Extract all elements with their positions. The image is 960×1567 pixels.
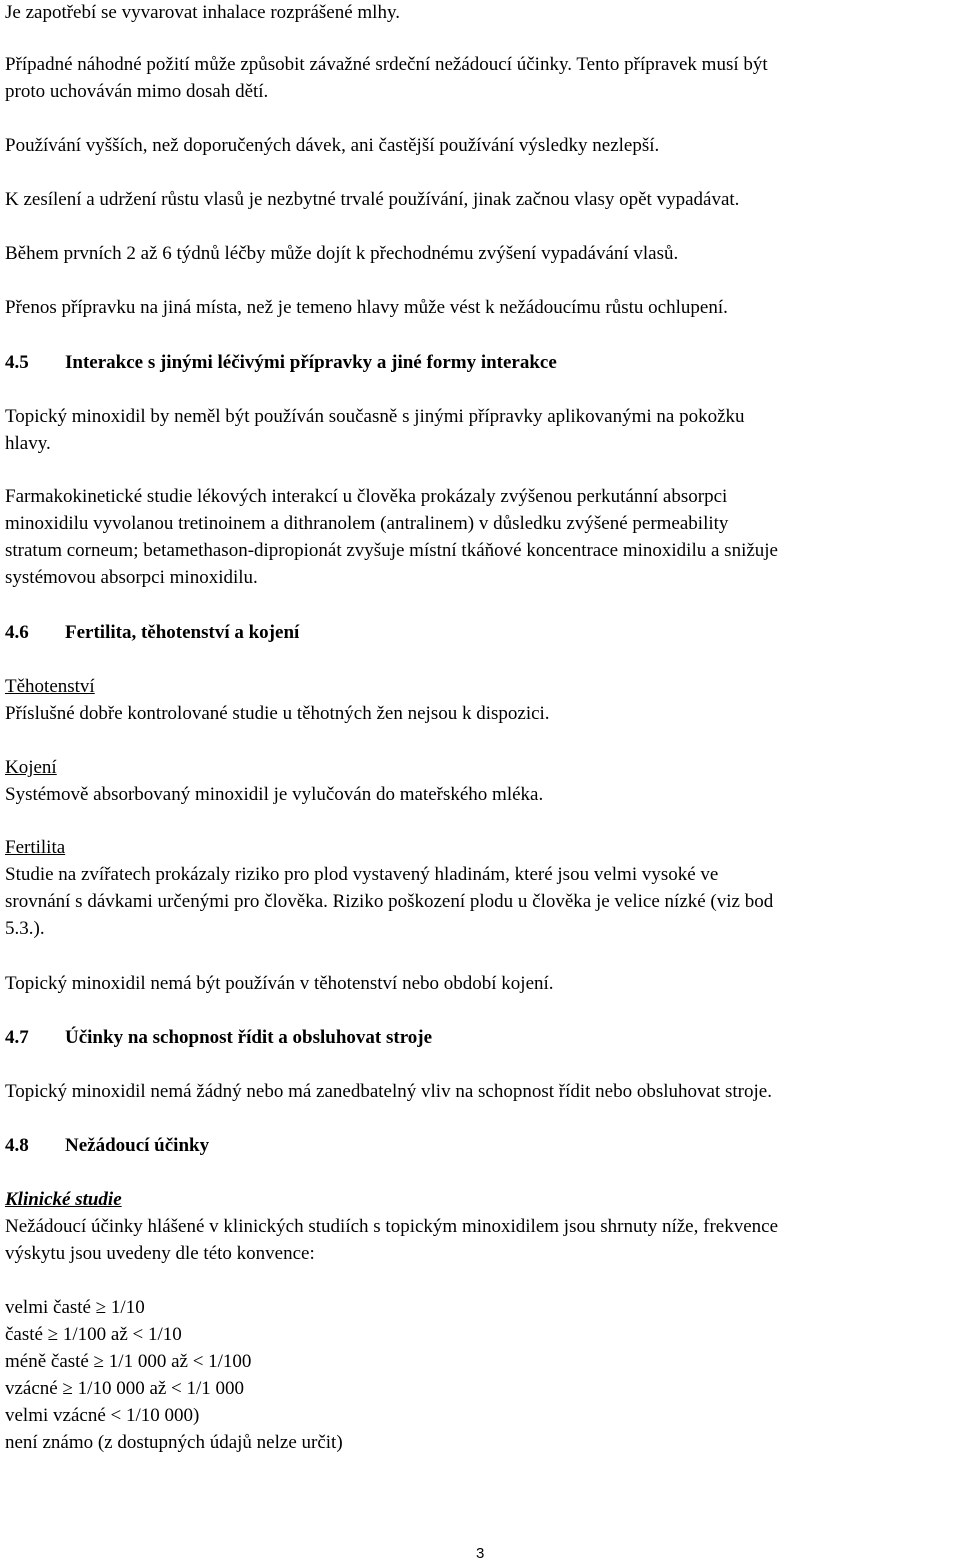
paragraph-hair-loss: Během prvních 2 až 6 týdnů léčby může dojít k přechodnému zvýšení vypadávání vlasů. <box>5 243 679 264</box>
list-item: časté ≥ 1/100 až < 1/10 <box>5 1324 182 1345</box>
list-item: velmi časté ≥ 1/10 <box>5 1297 145 1318</box>
paragraph-dosage-note: Používání vyšších, než doporučených dávek, ani častější používání výsledky nezlepší. <box>5 135 660 156</box>
subheading-lactation: Kojení <box>5 757 57 778</box>
paragraph-ingestion-warning: Případné náhodné požití může způsobit závažné srdeční nežádoucí účinky. Tento přípravek musí být proto uchováván mimo dosah dětí. <box>5 54 768 102</box>
subheading-pregnancy: Těhotenství <box>5 676 95 697</box>
list-item: méně časté ≥ 1/1 000 až < 1/100 <box>5 1351 252 1372</box>
page-number: 3 <box>476 1545 485 1562</box>
section-heading-4-7: 4.7 Účinky na schopnost řídit a obsluhovat stroje <box>5 1027 433 1048</box>
paragraph-driving: Topický minoxidil nemá žádný nebo má zanedbatelný vliv na schopnost řídit nebo obsluhovat stroje. <box>5 1081 772 1102</box>
paragraph-lactation: Kojení Systémově absorbovaný minoxidil je vylučován do mateřského mléka. <box>5 754 957 808</box>
section-heading-4-8: 4.8 Nežádoucí účinky <box>5 1135 210 1156</box>
frequency-convention-list <box>5 1294 957 1456</box>
paragraph-fertility: Fertilita Studie na zvířatech prokázaly riziko pro plod vystavený hladinám, které jsou velmi vysoké ve srovnání s dávkami určenými pro člověka. Riziko poškození plodu u člověka je velice nízké (viz bod 5.3.). <box>5 834 957 942</box>
list-item: není známo (z dostupných údajů nelze určit) <box>5 1432 343 1453</box>
section-heading-4-5: 4.5 Interakce s jinými léčivými přípravky a jiné formy interakce <box>5 352 557 373</box>
paragraph-continuous-use: K zesílení a udržení růstu vlasů je nezbytné trvalé používání, jinak začnou vlasy opět vypadávat. <box>5 189 740 210</box>
subheading-clinical-studies: Klinické studie <box>5 1189 122 1210</box>
paragraph-transfer-warning: Přenos přípravku na jiná místa, než je temeno hlavy může vést k nežádoucímu růstu ochlupení. <box>5 297 728 318</box>
paragraph-pregnancy: Těhotenství Příslušné dobře kontrolované studie u těhotných žen nejsou k dispozici. <box>5 673 957 727</box>
list-item: vzácné ≥ 1/10 000 až < 1/1 000 <box>5 1378 245 1399</box>
subheading-fertility: Fertilita <box>5 837 66 858</box>
paragraph-interaction-topical: Topický minoxidil by neměl být používán současně s jinými přípravky aplikovanými na pokožku hlavy. <box>5 406 745 454</box>
paragraph-inhalation-warning: Je zapotřebí se vyvarovat inhalace rozprášené mlhy. <box>5 2 400 23</box>
list-item: velmi vzácné < 1/10 000) <box>5 1405 200 1426</box>
paragraph-pregnancy-lactation-restriction: Topický minoxidil nemá být používán v těhotenství nebo období kojení. <box>5 973 554 994</box>
paragraph-pharmacokinetics: Farmakokinetické studie lékových interakcí u člověka prokázaly zvýšenou perkutánní absorpci minoxidilu vyvolanou tretinoinem a dithranolem (antralinem) v důsledku zvýšené permeability stratum corneum; betamethason-dipropionát zvyšuje místní tkáňové koncentrace minoxidilu a snižuje systémovou absorpci minoxidilu. <box>5 486 778 588</box>
paragraph-clinical-studies: Klinické studie Nežádoucí účinky hlášené v klinických studiích s topickým minoxidilem jsou shrnuty níže, frekvence výskytu jsou uvedeny dle této konvence: <box>5 1186 957 1267</box>
section-heading-4-6: 4.6 Fertilita, těhotenství a kojení <box>5 622 300 643</box>
